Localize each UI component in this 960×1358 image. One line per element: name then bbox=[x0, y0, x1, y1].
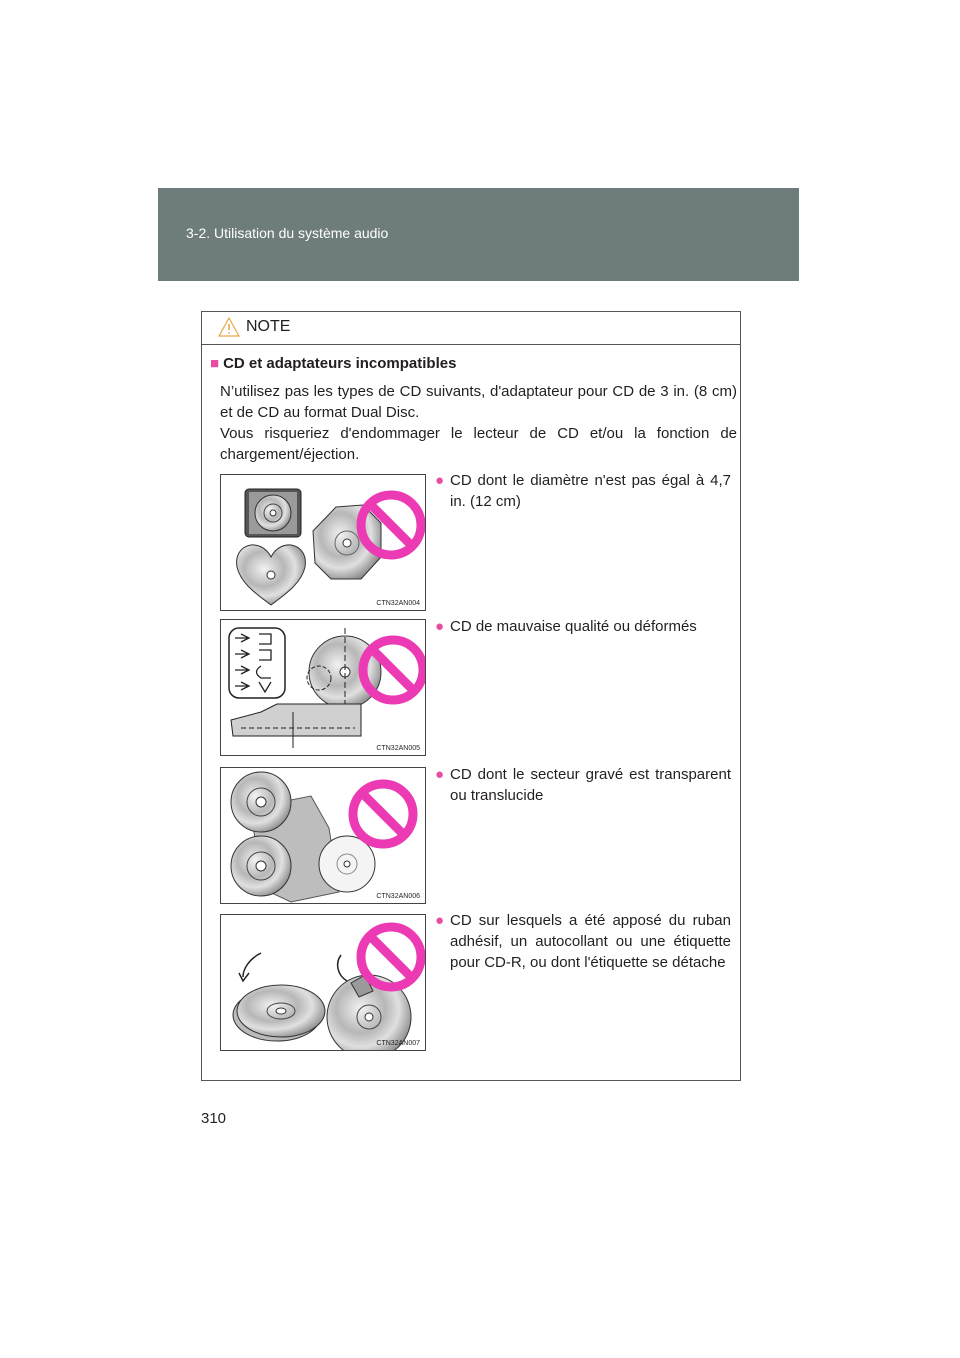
figure-code: CTN32AN005 bbox=[376, 745, 420, 752]
figure-code: CTN32AN007 bbox=[376, 1040, 420, 1047]
list-item bbox=[435, 764, 731, 806]
figure-transparent-cds bbox=[220, 767, 426, 904]
note-box bbox=[201, 311, 741, 1081]
note-header bbox=[202, 312, 740, 345]
label-tape-cds-illustration bbox=[221, 915, 426, 1051]
page-number: 310 bbox=[201, 1110, 227, 1127]
figure-odd-shaped-cds bbox=[220, 474, 426, 611]
item-text: CD dont le secteur gravé est transparent ou translucide bbox=[450, 766, 731, 804]
damaged-cds-illustration bbox=[221, 620, 426, 756]
figure-damaged-cds bbox=[220, 619, 426, 756]
item-text: CD dont le diamètre n'est pas égal à 4,7 in. (12 cm) bbox=[450, 472, 731, 510]
note-title-text: CD et adaptateurs incompatibles bbox=[223, 355, 457, 372]
figure-code: CTN32AN004 bbox=[376, 600, 420, 607]
note-title bbox=[210, 355, 456, 372]
figure-code: CTN32AN006 bbox=[376, 893, 420, 900]
list-item bbox=[435, 470, 731, 512]
item-text: CD sur lesquels a été apposé du ruban adhésif, un autocollant ou une étiquette pour CD-R, ou dont l'étiquette se détache bbox=[450, 912, 731, 971]
figure-label-tape-cds bbox=[220, 914, 426, 1051]
transparent-cds-illustration bbox=[221, 768, 426, 904]
warning-icon bbox=[217, 316, 241, 338]
odd-shaped-cds-illustration bbox=[221, 475, 426, 611]
square-bullet-icon: ■ bbox=[210, 355, 220, 372]
list-item bbox=[435, 616, 731, 637]
item-text: CD de mauvaise qualité ou déformés bbox=[450, 618, 697, 635]
list-item bbox=[435, 910, 731, 973]
note-intro bbox=[220, 381, 737, 465]
bullet-icon: ● bbox=[435, 766, 445, 783]
intro-paragraph-2: Vous risqueriez d'endommager le lecteur de CD et/ou la fonction de chargement/éjection. bbox=[220, 425, 737, 463]
bullet-icon: ● bbox=[435, 912, 445, 929]
bullet-icon: ● bbox=[435, 472, 445, 489]
section-header bbox=[158, 188, 799, 281]
section-title: 3-2. Utilisation du système audio bbox=[186, 225, 389, 241]
intro-paragraph-1: N’utilisez pas les types de CD suivants, d'adaptateur pour CD de 3 in. (8 cm) et de CD au format Dual Disc. bbox=[220, 383, 737, 421]
note-label: NOTE bbox=[246, 318, 291, 335]
bullet-icon: ● bbox=[435, 618, 445, 635]
